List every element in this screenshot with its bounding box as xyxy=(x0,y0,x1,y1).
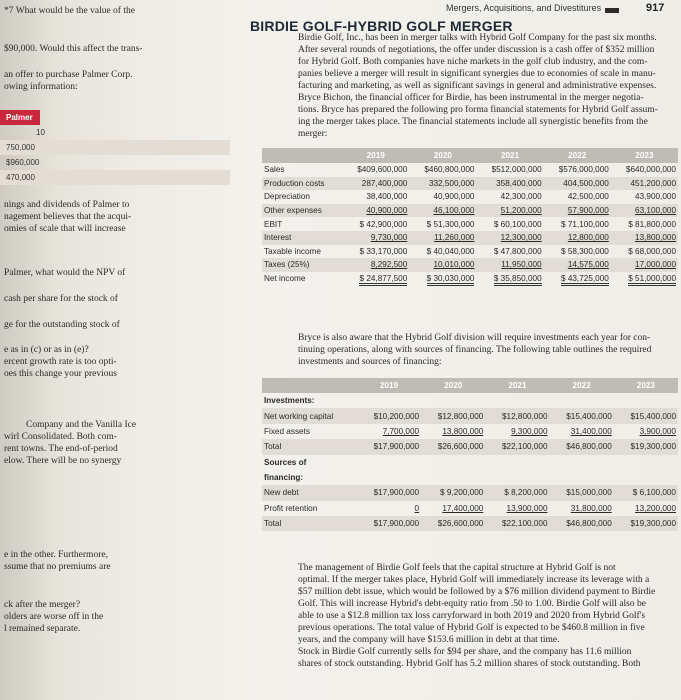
left-text-line: rent towns. The end-of-period xyxy=(4,444,118,454)
table-cell: $ 8,200,000 xyxy=(485,485,549,500)
row-label: Interest xyxy=(262,231,342,245)
table-cell: 12,800,000 xyxy=(544,231,611,245)
text-line: After several rounds of negotiations, the offer under discussion is a cash offer of $352 million xyxy=(298,45,655,55)
table-cell xyxy=(544,272,611,286)
table-cell: $ 51,300,000 xyxy=(426,219,475,229)
text-line: Stock in Birdie Golf currently sells for $94 per share, and the company has 11.6 million xyxy=(298,647,632,657)
table-cell: $12,800,000 xyxy=(421,408,485,423)
table-cell: 11,950,000 xyxy=(476,258,543,272)
table-row xyxy=(262,408,678,423)
table-row xyxy=(262,272,678,286)
text-line: The management of Birdie Golf feels that the capital structure at Hybrid Golf is not xyxy=(298,563,616,573)
text-line: Birdie Golf, Inc., has been in merger talks with Hybrid Golf Company for the past six months. xyxy=(298,33,657,43)
left-text-line: owing information: xyxy=(4,82,78,92)
header-bar-mark xyxy=(605,8,619,13)
table-cell: 13,900,000 xyxy=(506,503,548,513)
table-cell: 8,292,500 xyxy=(342,258,409,272)
left-text-line: elow. There will be no synergy xyxy=(4,456,122,466)
text-line: ing the merger takes place. The financial statements include all synergistic benefits from the xyxy=(298,117,648,127)
table-cell: 14,575,000 xyxy=(544,258,611,272)
column-header xyxy=(262,378,357,393)
table-cell: 42,500,000 xyxy=(567,192,609,202)
row-label: Total xyxy=(262,516,357,531)
text-line: tinuing operations, along with sources of financing. The following table outlines the required xyxy=(298,345,652,355)
table-row xyxy=(262,190,678,204)
table-cell: 57,900,000 xyxy=(544,204,611,218)
text-line: $57 million debt issue, which would be followed by a $76 million dividend payment to Birdie xyxy=(298,587,656,597)
table-cell: 358,400,000 xyxy=(476,177,543,191)
table-row xyxy=(262,231,678,245)
table-cell: $19,300,000 xyxy=(614,516,678,531)
table-cell: $ 58,300,000 xyxy=(561,246,609,256)
column-header: 2019 xyxy=(357,378,421,393)
left-table-row: 10 xyxy=(36,128,45,137)
table-cell: $19,300,000 xyxy=(614,439,678,454)
left-table-row: $960,000 xyxy=(6,158,40,167)
table-cell: $17,900,000 xyxy=(357,516,421,531)
left-text-line: nagement believes that the acqui- xyxy=(4,212,132,222)
table-cell: $640,000,000 xyxy=(625,165,676,175)
row-label: Taxes (25%) xyxy=(262,258,342,272)
table-cell: 31,400,000 xyxy=(570,426,612,436)
text-line: panies believe a merger will result in significant synergies due to economies of scale in manu- xyxy=(298,69,656,79)
column-header: 2021 xyxy=(476,148,543,163)
investments-financing-table xyxy=(262,378,678,531)
column-header: 2022 xyxy=(550,378,614,393)
table-cell: 0 xyxy=(414,503,420,513)
row-label: Net income xyxy=(264,274,306,284)
table-cell xyxy=(409,272,476,286)
section-row xyxy=(262,393,678,408)
left-text-line: Company and the Vanilla Ice xyxy=(26,420,137,430)
left-text-line: nings and dividends of Palmer to xyxy=(4,200,130,210)
left-text-line: oes this change your previous xyxy=(4,369,117,379)
column-header: 2023 xyxy=(611,148,678,163)
left-text-line: an offer to purchase Palmer Corp. xyxy=(4,70,133,80)
row-label: Net working capital xyxy=(262,408,357,423)
table-cell: $409,600,000 xyxy=(357,165,408,175)
table-cell: $ 47,800,000 xyxy=(493,246,542,256)
left-palmer-table xyxy=(0,110,230,185)
row-label: Sales xyxy=(264,165,285,175)
left-text-line: e in the other. Furthermore, xyxy=(4,550,108,560)
table-cell: $ 81,800,000 xyxy=(628,219,676,229)
text-line: shares of stock outstanding. Hybrid Golf has 5.2 million shares of stock outstanding. Both xyxy=(298,659,641,669)
net-income-value: $ 35,850,000 xyxy=(494,274,542,286)
text-line: able to use a $12.8 million tax loss carryforward in both 2019 and 2020 from Hybrid Golf's xyxy=(298,611,646,621)
table-row xyxy=(262,439,678,454)
left-text-line: olders are worse off in the xyxy=(4,612,104,622)
row-label: Profit retention xyxy=(264,503,318,513)
left-text-line: ercent growth rate is too opti- xyxy=(4,357,117,367)
column-header: 2022 xyxy=(544,148,611,163)
page-number: 917 xyxy=(646,2,665,14)
table-cell xyxy=(611,272,678,286)
table-cell: 51,200,000 xyxy=(476,204,543,218)
table-row xyxy=(262,217,678,231)
table-row xyxy=(262,258,678,272)
left-text-line: Palmer, what would the NPV of xyxy=(4,268,126,278)
section-label: financing: xyxy=(264,473,304,483)
table-cell: 13,800,000 xyxy=(611,231,678,245)
table-cell: 287,400,000 xyxy=(342,177,409,191)
column-header: 2019 xyxy=(342,148,409,163)
table-cell: 3,900,000 xyxy=(639,426,676,436)
table-cell: $22,100,000 xyxy=(485,516,549,531)
net-income-value: $ 24,877,500 xyxy=(359,274,407,286)
text-line: tions. Bryce has prepared the following pro forma financial statements for Hybrid Golf assum- xyxy=(298,105,658,115)
left-text-line: wirl Consolidated. Both com- xyxy=(4,432,117,442)
row-label: Fixed assets xyxy=(264,426,310,436)
table-header-row xyxy=(262,148,678,163)
section-row xyxy=(262,455,678,470)
table-cell: 40,900,000 xyxy=(433,192,475,202)
row-label: Taxable income xyxy=(264,246,321,256)
left-text-line: *7 What would be the value of the xyxy=(4,6,135,16)
table-cell: 451,200,000 xyxy=(611,177,678,191)
table-cell: $ 6,100,000 xyxy=(614,485,678,500)
table-row xyxy=(262,204,678,218)
row-label: EBIT xyxy=(264,219,283,229)
table-cell: $12,800,000 xyxy=(485,408,549,423)
table-cell: 42,300,000 xyxy=(500,192,542,202)
left-page xyxy=(0,0,245,700)
table-cell: $ 42,900,000 xyxy=(359,219,408,229)
row-label: Depreciation xyxy=(264,192,310,202)
case-title: BIRDIE GOLF-HYBRID GOLF MERGER xyxy=(250,18,513,34)
running-header: Mergers, Acquisitions, and Divestitures xyxy=(446,3,602,13)
table-cell: $ 60,100,000 xyxy=(493,219,542,229)
left-text-line: omies of scale that will increase xyxy=(4,224,126,234)
table-cell xyxy=(476,272,543,286)
table-header-row xyxy=(262,378,678,393)
left-text-line: l remained separate. xyxy=(4,624,81,634)
table-row xyxy=(262,177,678,191)
table-cell xyxy=(342,272,409,286)
table-cell: $15,400,000 xyxy=(614,408,678,423)
table-cell: 10,010,000 xyxy=(409,258,476,272)
closing-paragraph xyxy=(298,562,678,670)
column-header xyxy=(262,148,342,163)
table-row xyxy=(262,516,678,531)
table-row xyxy=(262,485,678,500)
net-income-value: $ 51,000,000 xyxy=(628,274,676,286)
left-text-line: e as in (c) or as in (e)? xyxy=(4,345,89,355)
table-cell: $ 40,040,000 xyxy=(426,246,475,256)
table-cell: $ 68,000,000 xyxy=(628,246,676,256)
table-cell: 38,400,000 xyxy=(366,192,408,202)
text-line: Bryce Bichon, the financial officer for Birdie, has been instrumental in the merger negotia- xyxy=(298,93,644,103)
table-cell: 9,300,000 xyxy=(511,426,548,436)
table-cell: $46,800,000 xyxy=(550,516,614,531)
text-line: investments and sources of financing: xyxy=(298,357,442,367)
pro-forma-income-table xyxy=(262,148,678,285)
table-cell: 7,700,000 xyxy=(382,426,420,436)
column-header: 2023 xyxy=(614,378,678,393)
right-page xyxy=(250,0,681,700)
text-line: optimal. If the merger takes place, Hybrid Golf will immediately increase its leverage with a xyxy=(298,575,650,585)
net-income-value: $ 43,725,000 xyxy=(561,274,609,286)
row-label: Other expenses xyxy=(262,204,342,218)
table-cell: 40,900,000 xyxy=(342,204,409,218)
text-line: years, and the company will have $153.6 million in debt at that time. xyxy=(298,635,560,645)
section-label: Investments: xyxy=(264,396,315,406)
table-cell: 13,200,000 xyxy=(635,503,676,513)
left-text-line: ck after the merger? xyxy=(4,600,81,610)
text-line: previous operations. The total value of Hybrid Golf is expected to be $460.8 million in five xyxy=(298,623,645,633)
column-header: 2021 xyxy=(485,378,549,393)
table-cell: 31,800,000 xyxy=(570,503,612,513)
table-cell: 17,000,000 xyxy=(611,258,678,272)
table-cell: 332,500,000 xyxy=(409,177,476,191)
intro-paragraph xyxy=(298,32,678,140)
table-cell: $576,000,000 xyxy=(558,165,609,175)
table-row xyxy=(262,501,678,516)
table-cell: $46,800,000 xyxy=(550,439,614,454)
text-line: for Hybrid Golf. Both companies have niche markets in the golf club industry, and the com- xyxy=(298,57,648,67)
table-cell: $17,900,000 xyxy=(357,485,421,500)
left-text-line: ssume that no premiums are xyxy=(4,562,111,572)
table-row xyxy=(262,245,678,259)
left-table-row: 750,000 xyxy=(0,140,230,155)
section-label: Sources of xyxy=(264,457,307,467)
table-cell: $15,000,000 xyxy=(550,485,614,500)
table-cell: $ 9,200,000 xyxy=(421,485,485,500)
table-cell: $ 33,170,000 xyxy=(359,246,408,256)
investments-intro-paragraph xyxy=(298,332,678,368)
table-cell: 404,500,000 xyxy=(544,177,611,191)
row-label: Production costs xyxy=(262,177,342,191)
table-cell: 13,800,000 xyxy=(442,426,484,436)
left-table-header: Palmer xyxy=(0,110,40,125)
row-label: Total xyxy=(262,439,357,454)
table-cell: $22,100,000 xyxy=(485,439,549,454)
row-label: New debt xyxy=(262,485,357,500)
table-cell: $26,600,000 xyxy=(421,439,485,454)
table-cell: $10,200,000 xyxy=(357,408,421,423)
table-cell: 11,260,000 xyxy=(409,231,476,245)
table-cell: 46,100,000 xyxy=(409,204,476,218)
net-income-value: $ 30,030,000 xyxy=(427,274,475,286)
table-cell: 17,400,000 xyxy=(442,503,484,513)
table-cell: 9,730,000 xyxy=(342,231,409,245)
left-text-line: $90,000. Would this affect the trans- xyxy=(4,44,143,54)
section-row xyxy=(262,470,678,485)
text-line: facturing and marketing, as well as significant savings in general and administrative expenses. xyxy=(298,81,657,91)
left-text-line: cash per share for the stock of xyxy=(4,294,118,304)
table-cell: $460,800,000 xyxy=(424,165,475,175)
text-line: merger: xyxy=(298,129,328,139)
table-cell: 12,300,000 xyxy=(476,231,543,245)
column-header: 2020 xyxy=(409,148,476,163)
table-row xyxy=(262,424,678,439)
table-cell: $ 71,100,000 xyxy=(561,219,609,229)
table-cell: $17,900,000 xyxy=(357,439,421,454)
table-cell: 43,900,000 xyxy=(635,192,676,202)
left-text-line: ge for the outstanding stock of xyxy=(4,320,120,330)
text-line: Golf. This will increase Hybrid's debt-equity ratio from .50 to 1.00. Birdie Golf will also be xyxy=(298,599,646,609)
left-table-row: 470,000 xyxy=(0,170,230,185)
table-cell: 63,100,000 xyxy=(611,204,678,218)
column-header: 2020 xyxy=(421,378,485,393)
table-cell: $15,400,000 xyxy=(550,408,614,423)
table-cell: $512,000,000 xyxy=(491,165,542,175)
table-row xyxy=(262,163,678,177)
table-cell: $26,600,000 xyxy=(421,516,485,531)
text-line: Bryce is also aware that the Hybrid Golf division will require investments each year for con- xyxy=(298,333,651,343)
